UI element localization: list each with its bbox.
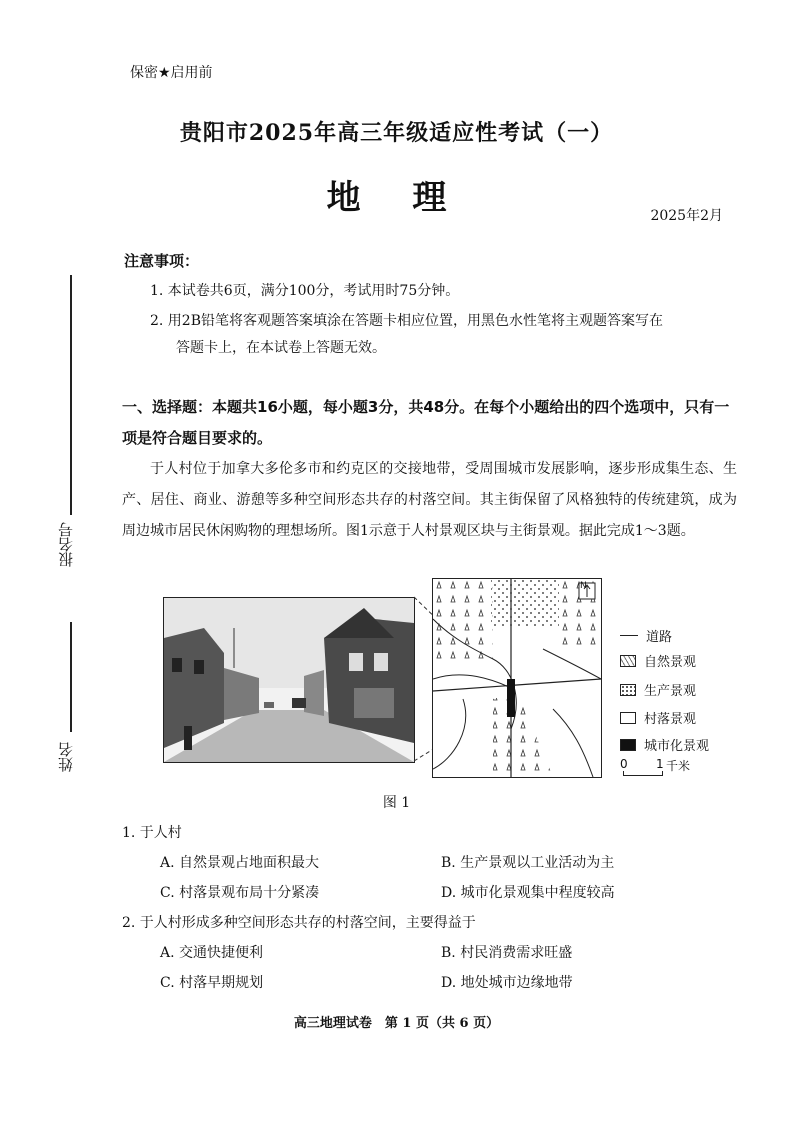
- question-1-stem: 1. 于人村: [122, 825, 182, 841]
- subject-title: 地 理: [326, 178, 467, 218]
- question-2-stem: 2. 于人村形成多种空间形态共存的村落空间，主要得益于: [122, 915, 476, 931]
- north-label: N: [580, 581, 587, 591]
- question-1-option-a: A. 自然景观占地面积最大: [160, 855, 320, 871]
- figure-label: 图 1: [382, 795, 411, 811]
- passage: 于人村位于加拿大多伦多市和约克区的交接地带，受周围城市发展影响，逐步形成集生态、生产、居住、商业、游憩等多种空间形态共存的村落空间。其主街保留了风格独特的传统建筑，成为周边城市居民休闲购物的理想场所。图1示意于人村景观区块与主街景观。据此完成1～3题。: [122, 461, 737, 539]
- production-swatch: [620, 684, 636, 696]
- exam-title: 贵阳市2025年高三年级适应性考试（一）: [179, 120, 614, 146]
- village-swatch: [620, 712, 636, 724]
- exam-no-label: 报名号: [57, 522, 75, 567]
- legend-production-label: 生产景观: [644, 684, 697, 699]
- question-2-option-c: C. 村落早期规划: [160, 975, 264, 991]
- legend-road-label: 道路: [646, 630, 673, 645]
- scale-line: [623, 771, 663, 776]
- question-1-option-d: D. 城市化景观集中程度较高: [441, 885, 615, 901]
- scale-unit: 千米: [666, 759, 691, 773]
- notice-item-2: 2. 用2B铅笔将客观题答案填涂在答题卡相应位置，用黑色水性笔将主观题答案写在: [150, 313, 664, 329]
- road-symbol: [620, 635, 638, 636]
- natural-swatch: [620, 655, 636, 667]
- page-footer: 高三地理试卷 第 1 页（共 6 页）: [293, 1016, 500, 1031]
- landscape-map: [432, 578, 602, 778]
- question-1-option-b: B. 生产景观以工业活动为主: [441, 855, 615, 871]
- name-label: 姓名: [57, 742, 75, 772]
- street-photo-drawing: [164, 598, 414, 762]
- scale-zero: 0: [620, 757, 628, 771]
- legend-urban-label: 城市化景观: [644, 739, 710, 754]
- notice-heading: 注意事项：: [124, 252, 200, 270]
- landscape-map-drawing: [433, 579, 601, 777]
- legend-road: [620, 626, 672, 645]
- exam-no-line: [70, 275, 72, 515]
- question-2-option-a: A. 交通快捷便利: [160, 945, 264, 961]
- name-line: [70, 622, 72, 732]
- scale-bar: [620, 757, 690, 777]
- legend-village-label: 村落景观: [644, 712, 697, 727]
- question-1-option-c: C. 村落景观布局十分紧凑: [160, 885, 320, 901]
- notice-item-1: 1. 本试卷共6页，满分100分，考试用时75分钟。: [150, 283, 460, 299]
- urban-swatch: [620, 739, 636, 751]
- legend-urban: [620, 735, 709, 754]
- legend-natural-label: 自然景观: [644, 655, 697, 670]
- notice-item-2-cont: 答题卡上，在本试卷上答题无效。: [176, 340, 386, 356]
- question-2-option-b: B. 村民消费需求旺盛: [441, 945, 573, 961]
- legend-village: [620, 708, 696, 727]
- legend-production: [620, 680, 696, 699]
- exam-date: 2025年2月: [650, 208, 723, 224]
- scale-one: 1: [656, 757, 664, 771]
- section-heading: 一、选择题：本题共16小题，每小题3分，共48分。在每个小题给出的四个选项中，只有一项是符合题目要求的。: [122, 398, 730, 447]
- street-photo: [163, 597, 415, 763]
- question-2-option-d: D. 地处城市边缘地带: [441, 975, 573, 991]
- legend-natural: [620, 651, 696, 670]
- confidential-mark: 保密★启用前: [130, 65, 213, 81]
